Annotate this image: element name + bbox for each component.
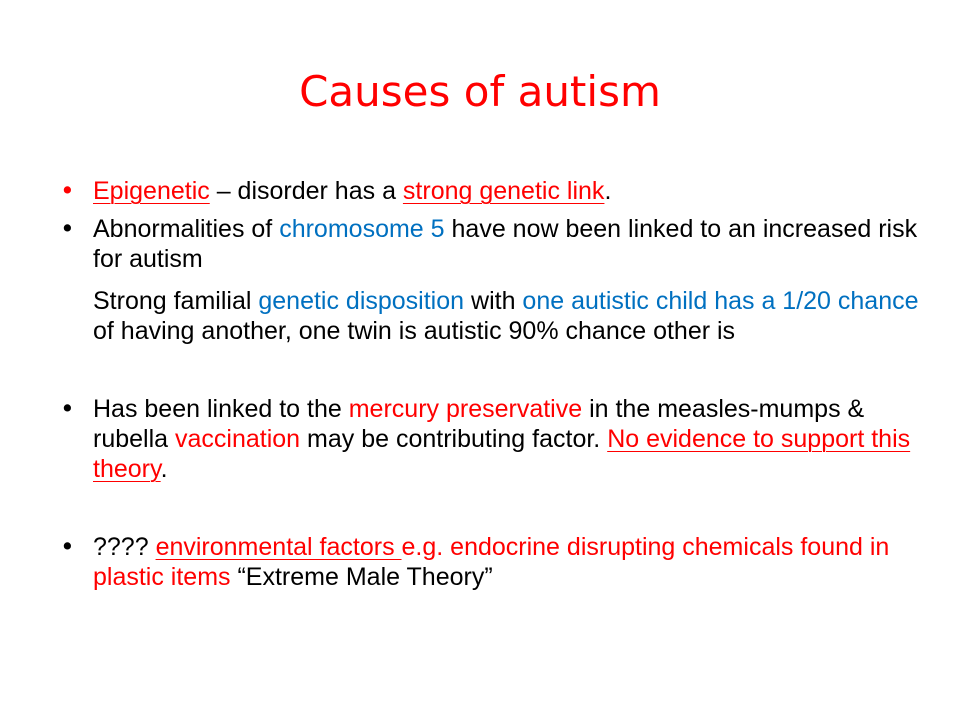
text-segment: have now been linked to an increased risk for autism: [93, 215, 918, 273]
text-segment: Has been linked to the: [93, 395, 349, 423]
text-segment: of having another, one twin is autistic 90% chance other is: [93, 317, 736, 345]
term-vaccination: vaccination: [175, 425, 301, 453]
term-chromosome-5: chromosome 5: [279, 215, 445, 243]
bullet-dot: •: [60, 214, 75, 243]
text-segment: – disorder has a: [209, 177, 403, 205]
text-segment: with: [464, 287, 523, 315]
bullet-dot: •: [60, 532, 75, 561]
term-no-evidence: No evidence to support this theory: [93, 425, 911, 483]
text-segment: ????: [93, 533, 156, 561]
bullet-item-epigenetic: [60, 176, 940, 206]
bullet-item-environmental: [60, 532, 940, 592]
paragraph-familial-disposition: [60, 286, 940, 346]
term-endocrine-disrupting: e.g. endocrine disrupting chemicals found in plastic items: [93, 533, 890, 591]
text-segment: .: [160, 455, 168, 483]
term-genetic-disposition: genetic disposition: [258, 287, 465, 315]
bullet-dot: •: [60, 394, 75, 423]
term-autistic-child-chance: one autistic child has a 1/20 chance: [522, 287, 919, 315]
bullet-item-vaccination: [60, 394, 940, 484]
bullet-item-chromosome: [60, 214, 940, 274]
term-epigenetic: Epigenetic: [93, 177, 210, 205]
bullet-dot: •: [60, 176, 75, 205]
text-segment: Abnormalities of: [93, 215, 280, 243]
term-strong-genetic-link: strong genetic link: [402, 177, 605, 205]
text-segment: Strong familial: [93, 287, 259, 315]
term-environmental-factors: environmental factors: [155, 533, 402, 561]
text-segment: in the measles-mumps & rubella: [93, 395, 865, 453]
text-segment: .: [604, 177, 612, 205]
slide-title: Causes of autism: [299, 67, 661, 116]
bullet-list: [60, 176, 940, 592]
term-mercury-preservative: mercury preservative: [348, 395, 583, 423]
term-extreme-male-theory: “Extreme Male Theory”: [237, 563, 493, 591]
text-segment: may be contributing factor.: [300, 425, 608, 453]
